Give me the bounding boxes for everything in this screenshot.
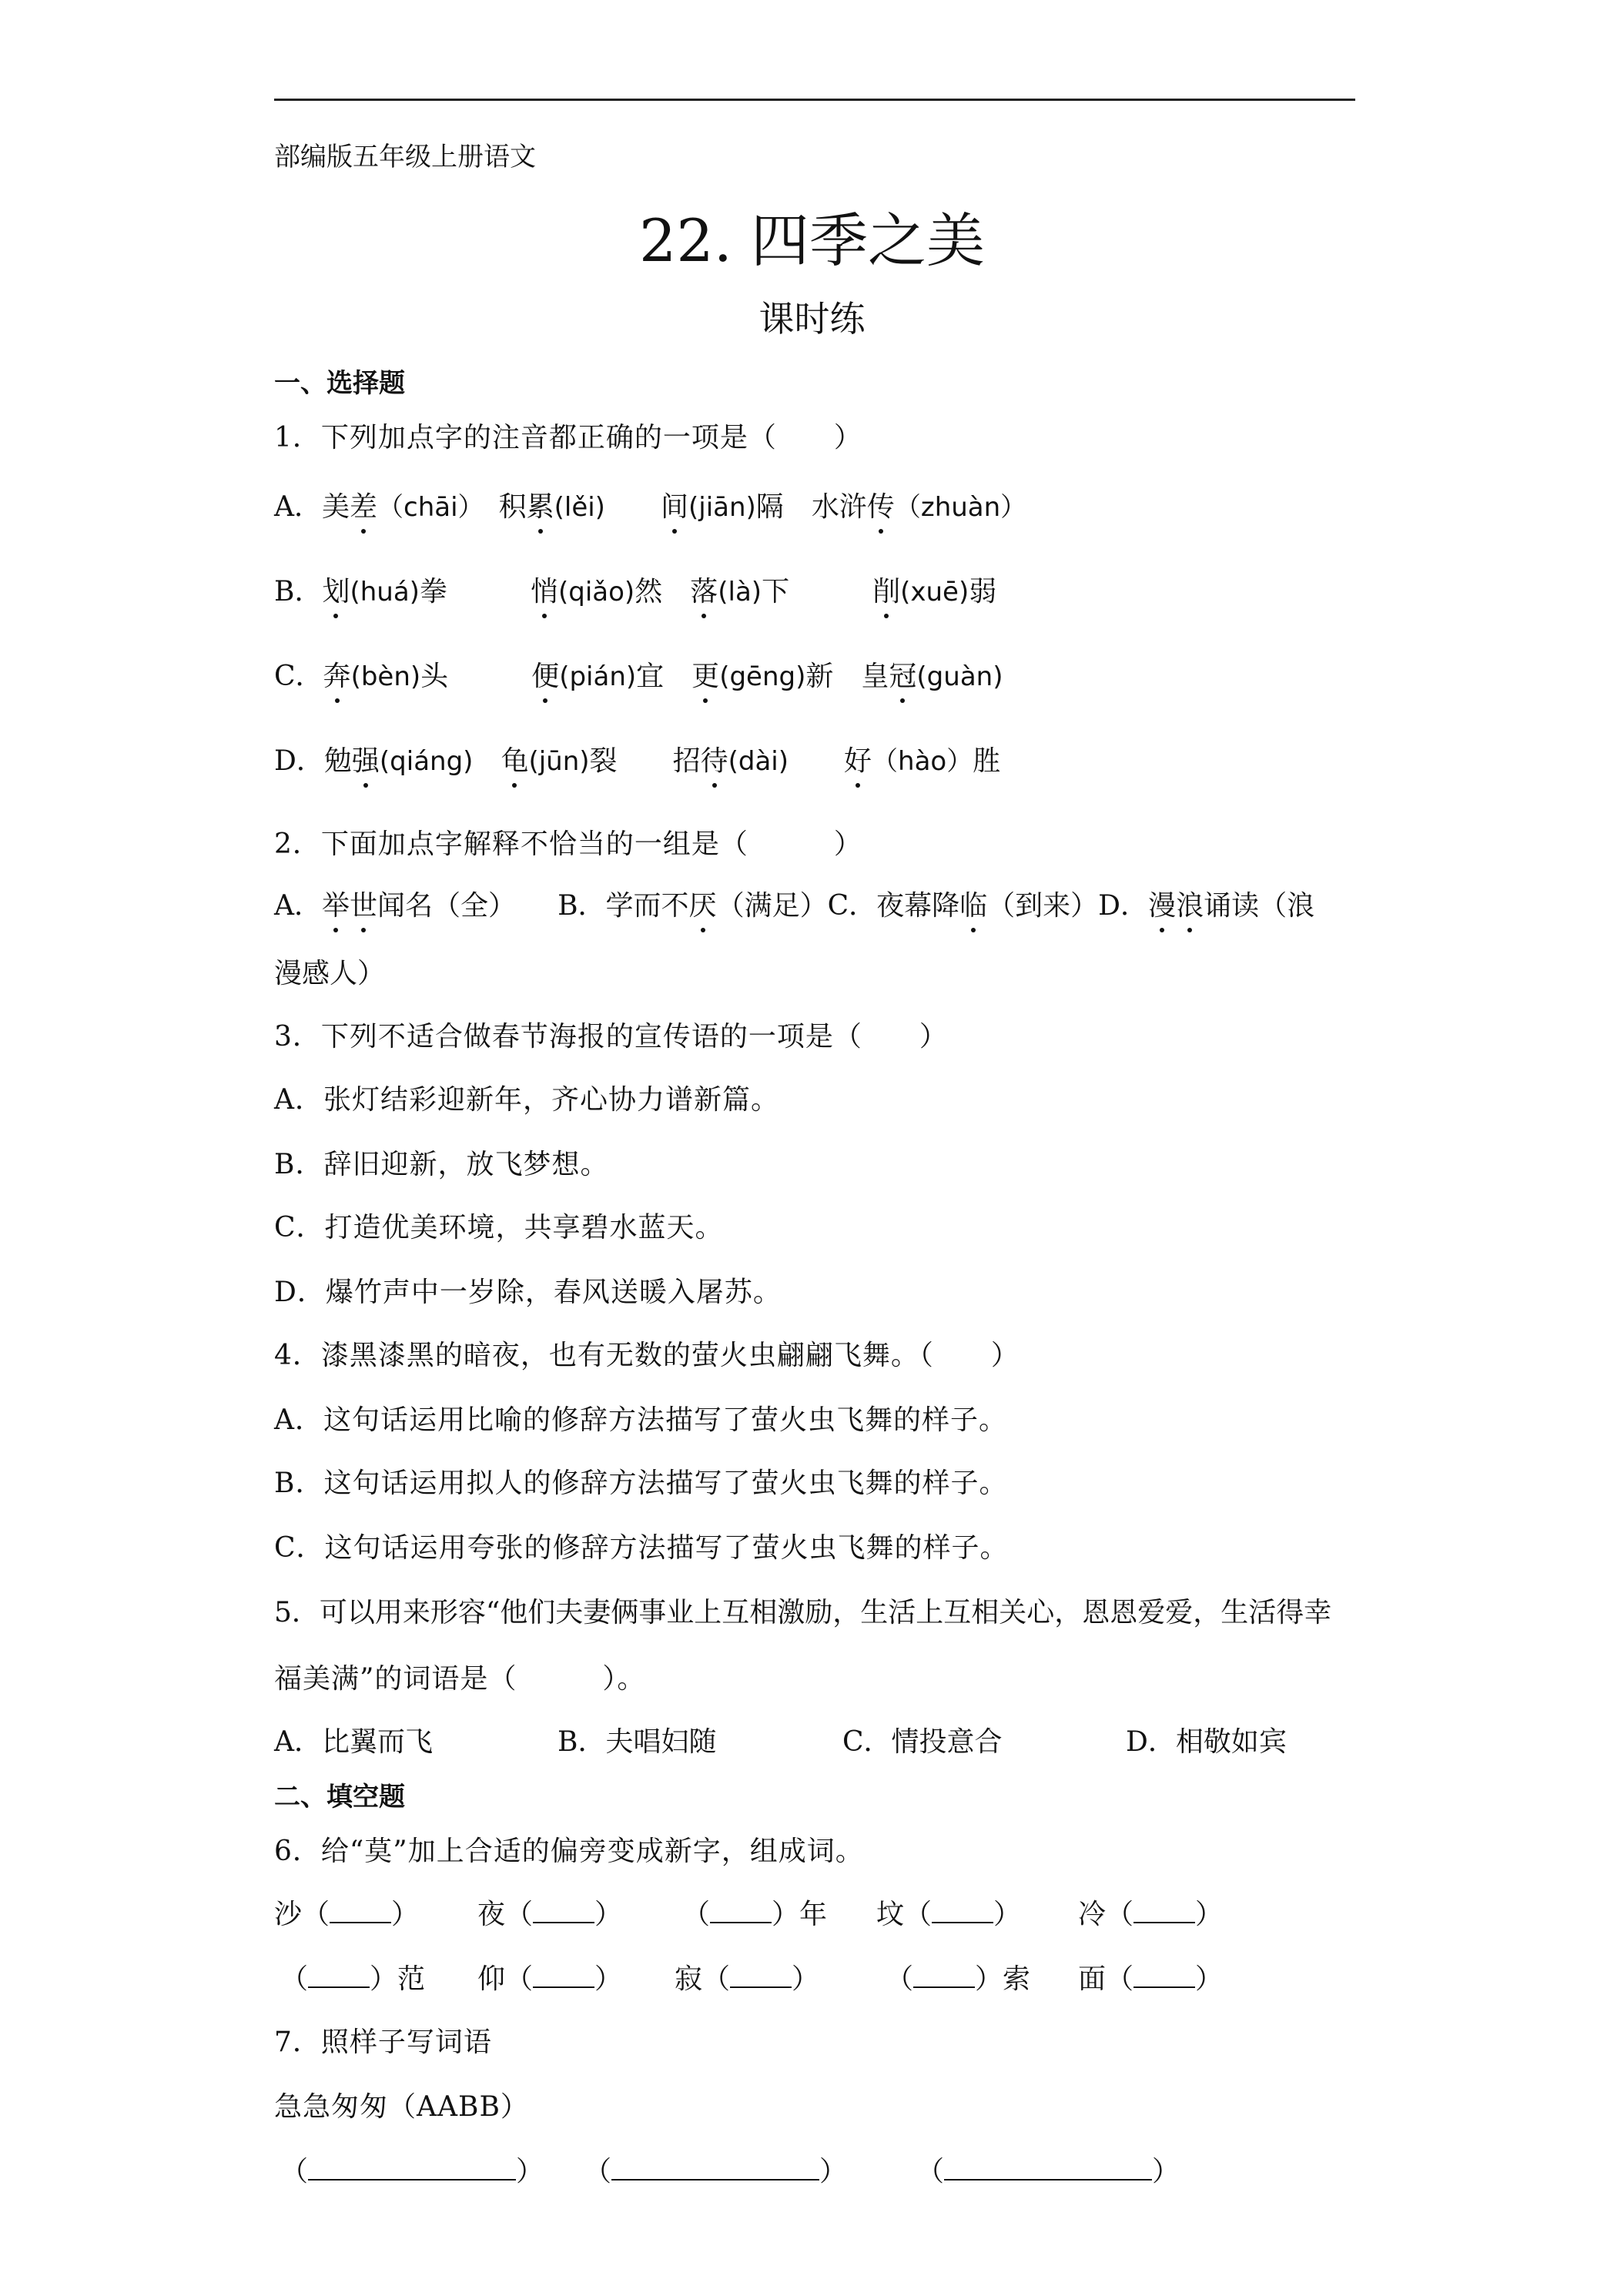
answer-blank[interactable] — [1133, 1963, 1195, 1988]
question-5-stem: 5．可以用来形容“他们夫妻俩事业上互相激励，生活上互相关心，恩恩爱爱，生活得幸 — [274, 1597, 1332, 1628]
question-1-stem: 1．下列加点字的注音都正确的一项是（ ） — [274, 422, 862, 454]
question-5-option-a: A．比翼而飞 — [274, 1726, 433, 1758]
question-5-option-d: D．相敬如宾 — [1126, 1726, 1287, 1758]
question-5-stem-cont: 福美满”的词语是（ ）。 — [274, 1663, 646, 1695]
question-1-option-c: C．奔(bèn)头 便(pián)宜 更(gēng)新 皇冠(guàn) — [274, 654, 1003, 694]
question-6-blank: 寂（ ） — [675, 1963, 820, 1995]
question-7-blank: （ ） — [916, 2156, 1180, 2187]
question-2-stem: 2．下面加点字解释不恰当的一组是（ ） — [274, 828, 862, 860]
question-1-option-a: A．美差（chāi） 积累(lěi) 间(jiān)隔 水浒传（zhuàn） — [274, 485, 1026, 524]
question-5-option-b: B．夫唱妇随 — [558, 1726, 717, 1758]
answer-blank[interactable] — [944, 2156, 1152, 2181]
answer-blank[interactable] — [1133, 1899, 1195, 1923]
page-subtitle: 课时练 — [758, 298, 866, 340]
question-7-stem: 7．照样子写词语 — [274, 2027, 492, 2058]
answer-blank[interactable] — [533, 1963, 594, 1988]
question-6-blank: （ ）索 — [886, 1963, 1031, 1995]
answer-blank[interactable] — [330, 1899, 391, 1923]
question-3-option-d: D．爆竹声中一岁除，春风送暖入屠苏。 — [274, 1277, 782, 1308]
question-6-blank: 仰（ ） — [477, 1963, 623, 1995]
question-6-blank: 面（ ） — [1078, 1963, 1224, 1995]
header-rule — [274, 99, 1355, 101]
question-3-option-c: C．打造优美环境，共享碧水蓝天。 — [274, 1212, 724, 1243]
question-1-option-b: B．划(huá)拳 悄(qiǎo)然 落(là)下 削(xuē)弱 — [274, 570, 996, 609]
question-3-option-a: A．张灯结彩迎新年，齐心协力谱新篇。 — [274, 1084, 779, 1116]
question-1-option-d: D．勉强(qiáng) 龟(jūn)裂 招待(dài) 好（hào）胜 — [274, 739, 1000, 778]
question-6-blank: 夜（ ） — [477, 1899, 623, 1930]
question-6-blank: 沙（ ） — [274, 1899, 420, 1930]
header-label: 部编版五年级上册语文 — [274, 142, 536, 172]
question-6-stem: 6．给“莫”加上合适的偏旁变成新字，组成词。 — [274, 1836, 864, 1867]
answer-blank[interactable] — [308, 2156, 516, 2181]
question-6-blank: （ ）范 — [280, 1963, 426, 1995]
question-3-option-b: B．辞旧迎新，放飞梦想。 — [274, 1149, 609, 1180]
question-6-blank: 冷（ ） — [1078, 1899, 1224, 1930]
answer-blank[interactable] — [932, 1899, 993, 1923]
question-2-options: A．举世闻名（全） B．学而不厌（满足）C．夜幕降临（到来）D．漫浪诵读（浪 — [274, 884, 1314, 923]
question-5-option-c: C．情投意合 — [842, 1726, 1003, 1758]
question-4-stem: 4．漆黑漆黑的暗夜，也有无数的萤火虫翩翩飞舞。（ ） — [274, 1340, 1020, 1371]
answer-blank[interactable] — [913, 1963, 975, 1988]
question-6-blank: （ ）年 — [682, 1899, 828, 1930]
question-2-options-cont: 漫感人） — [274, 958, 386, 989]
page-title: 22. 四季之美 — [638, 206, 986, 275]
answer-blank[interactable] — [308, 1963, 370, 1988]
answer-blank[interactable] — [611, 2156, 819, 2181]
question-4-option-c: C．这句话运用夸张的修辞方法描写了萤火虫飞舞的样子。 — [274, 1532, 1009, 1564]
answer-blank[interactable] — [730, 1963, 792, 1988]
question-4-option-b: B．这句话运用拟人的修辞方法描写了萤火虫飞舞的样子。 — [274, 1468, 1008, 1499]
question-7-example: 急急匆匆（AABB） — [274, 2091, 529, 2123]
question-7-blank: （ ） — [280, 2156, 544, 2187]
answer-blank[interactable] — [533, 1899, 594, 1923]
question-4-option-a: A．这句话运用比喻的修辞方法描写了萤火虫飞舞的样子。 — [274, 1404, 1007, 1436]
question-3-stem: 3．下列不适合做春节海报的宣传语的一项是（ ） — [274, 1021, 948, 1053]
question-6-blank: 坟（ ） — [876, 1899, 1022, 1930]
question-7-blank: （ ） — [584, 2156, 848, 2187]
answer-blank[interactable] — [710, 1899, 772, 1923]
section-heading-choice: 一、选择题 — [274, 368, 405, 399]
section-heading-fill: 二、填空题 — [274, 1782, 405, 1812]
